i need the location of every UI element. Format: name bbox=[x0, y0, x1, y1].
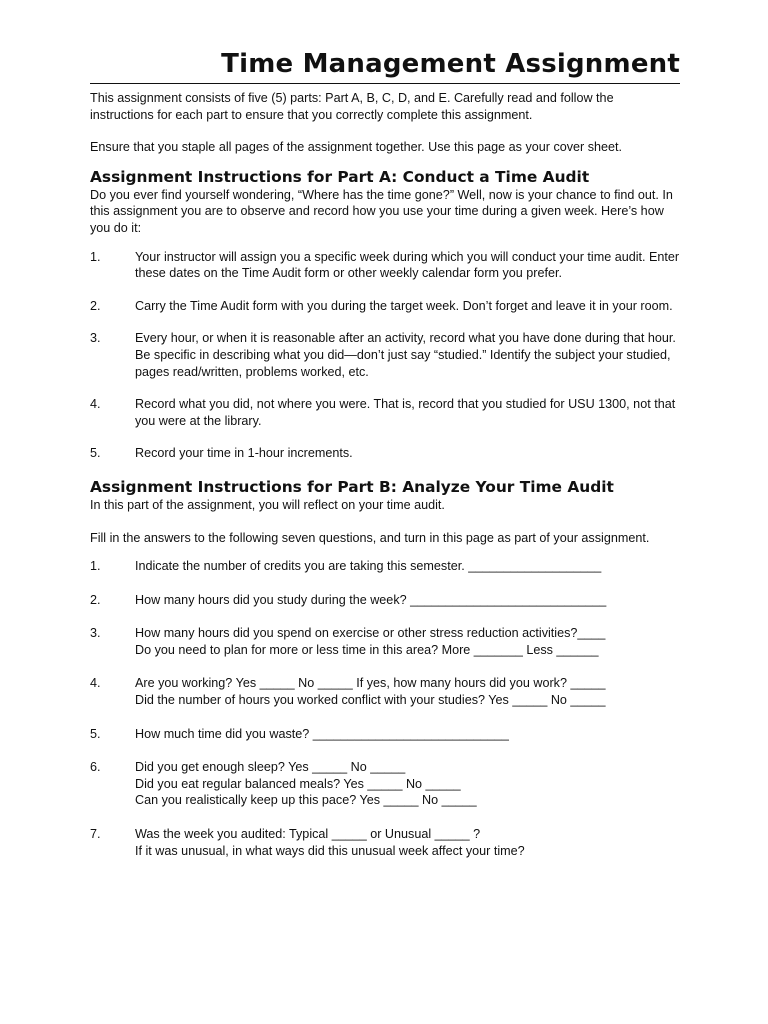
list-item-line: How many hours did you study during the week? ____________________________ bbox=[135, 592, 607, 607]
list-item-line: If it was unusual, in what ways did this unusual week affect your time? bbox=[135, 843, 525, 858]
list-item-number: 5. bbox=[90, 726, 101, 741]
list-item-text bbox=[135, 330, 680, 380]
list-item-number: 3. bbox=[90, 331, 101, 346]
list-item-text bbox=[135, 445, 680, 462]
intro-paragraph-2: Ensure that you staple all pages of the assignment together. Use this page as your cover sheet. bbox=[90, 140, 623, 155]
list-item-text bbox=[135, 625, 680, 658]
list-item-text bbox=[135, 396, 680, 429]
list-item-number: 5. bbox=[90, 446, 101, 461]
list-item-number: 2. bbox=[90, 298, 101, 313]
list-item-line: Record your time in 1-hour increments. bbox=[135, 446, 353, 461]
list-item bbox=[90, 249, 680, 282]
list-item-text bbox=[135, 675, 680, 708]
list-item-line: Did you get enough sleep? Yes _____ No _____ bbox=[135, 760, 406, 775]
list-item-text bbox=[135, 592, 680, 609]
list-item-number: 1. bbox=[90, 559, 101, 574]
document-title: Time Management Assignment bbox=[221, 49, 680, 79]
list-item-text bbox=[135, 826, 680, 859]
list-item-line: Can you realistically keep up this pace? Yes _____ No _____ bbox=[135, 793, 477, 808]
list-item bbox=[90, 558, 680, 575]
list-item-text bbox=[135, 298, 680, 315]
list-item-number: 1. bbox=[90, 249, 101, 264]
part-b-heading: Assignment Instructions for Part B: Analyze Your Time Audit bbox=[90, 477, 614, 496]
part-b-intro: In this part of the assignment, you will reflect on your time audit. bbox=[90, 497, 445, 512]
list-item-number: 3. bbox=[90, 626, 101, 641]
list-item-line: Are you working? Yes _____ No _____ If yes, how many hours did you work? _____ bbox=[135, 676, 606, 691]
list-item-line: Did the number of hours you worked conflict with your studies? Yes _____ No _____ bbox=[135, 693, 606, 708]
part-a-heading: Assignment Instructions for Part A: Conduct a Time Audit bbox=[90, 167, 590, 186]
part-a-intro: Do you ever find yourself wondering, “Where has the time gone?” Well, now is your chance to find out. In this assignment you are to observe and record how you use your time during a given week. Here’s how you do it: bbox=[90, 187, 673, 235]
list-item bbox=[90, 826, 680, 859]
list-item-text bbox=[135, 558, 680, 575]
list-item bbox=[90, 445, 680, 462]
list-item-text bbox=[135, 726, 680, 743]
list-item-text bbox=[135, 249, 680, 282]
list-item-line: Was the week you audited: Typical _____ or Unusual _____ ? bbox=[135, 827, 481, 842]
list-item bbox=[90, 675, 680, 708]
list-item-number: 4. bbox=[90, 676, 101, 691]
list-item-number: 7. bbox=[90, 827, 101, 842]
list-item-number: 2. bbox=[90, 592, 101, 607]
list-item-line: Record what you did, not where you were. That is, record that you studied for USU 1300, not that you were at the library. bbox=[135, 397, 676, 428]
list-item bbox=[90, 298, 680, 315]
list-item-line: Every hour, or when it is reasonable after an activity, record what you have done during that hour. Be specific in describing what you did—don’t just say “studied.” Identify the subject your studied, pages read/written, problems worked, etc. bbox=[135, 331, 676, 379]
title-rule bbox=[90, 83, 680, 84]
part-b-intro-2: Fill in the answers to the following seven questions, and turn in this page as part of your assignment. bbox=[90, 530, 650, 545]
list-item bbox=[90, 592, 680, 609]
list-item bbox=[90, 396, 680, 429]
list-item bbox=[90, 726, 680, 743]
list-item-line: Carry the Time Audit form with you during the target week. Don’t forget and leave it in your room. bbox=[135, 298, 673, 313]
list-item-line: Your instructor will assign you a specific week during which you will conduct your time audit. Enter these dates on the Time Audit form or other weekly calendar form you prefer. bbox=[135, 249, 680, 281]
list-item-line: Indicate the number of credits you are taking this semester. ___________________ bbox=[135, 559, 602, 574]
list-item bbox=[90, 759, 680, 809]
document-page bbox=[90, 48, 680, 876]
list-item-line: How much time did you waste? ____________________________ bbox=[135, 726, 509, 741]
list-item-text bbox=[135, 759, 680, 809]
list-item bbox=[90, 625, 680, 658]
list-item-line: Do you need to plan for more or less time in this area? More _______ Less ______ bbox=[135, 642, 599, 657]
part-b-list bbox=[90, 558, 680, 859]
list-item bbox=[90, 330, 680, 380]
list-item-number: 4. bbox=[90, 397, 101, 412]
intro-paragraph-1: This assignment consists of five (5) parts: Part A, B, C, D, and E. Carefully read and follow the instructions for each part to ensure that you correctly complete this assignment. bbox=[90, 91, 614, 122]
list-item-number: 6. bbox=[90, 760, 101, 775]
list-item-line: Did you eat regular balanced meals? Yes _____ No _____ bbox=[135, 776, 461, 791]
part-a-list bbox=[90, 249, 680, 462]
list-item-line: How many hours did you spend on exercise or other stress reduction activities?____ bbox=[135, 626, 606, 641]
